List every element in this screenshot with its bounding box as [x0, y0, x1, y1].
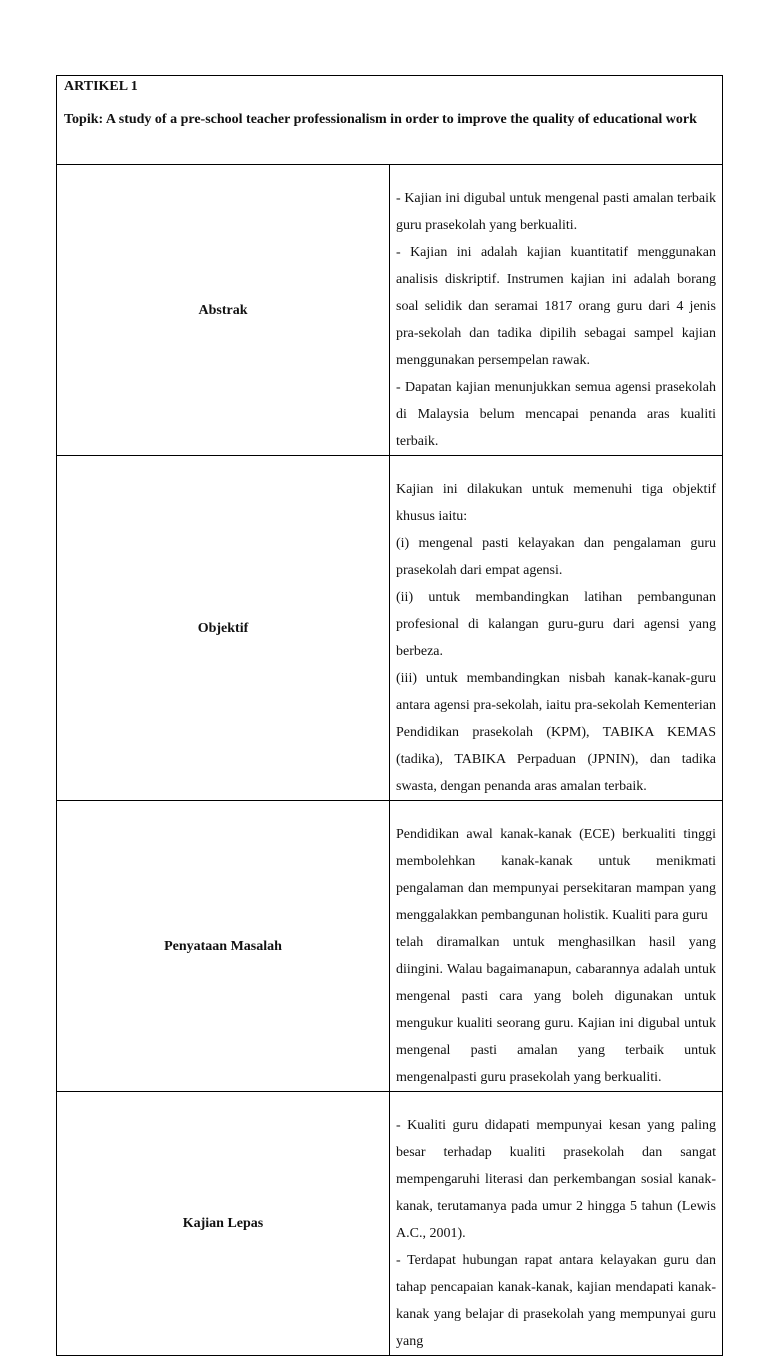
paragraph: - Kajian ini digubal untuk mengenal pasti amalan terbaik guru prasekolah yang berkualiti.: [396, 191, 716, 233]
row-content-objektif: [390, 456, 723, 801]
paragraph: - Kualiti guru didapati mempunyai kesan yang paling besar terhadap kualiti prasekolah dan sangat mempengaruhi literasi dan perkembangan sosial kanak-kanak, terutamanya pada umur 2 hingga 5 tahun (Lewis A.C., 2001).: [396, 1118, 716, 1241]
row-content-kajian-lepas: [390, 1092, 723, 1356]
row-label-objektif: Objektif: [57, 456, 390, 801]
table-row: [57, 1092, 723, 1356]
row-label-abstrak: Abstrak: [57, 165, 390, 456]
header-cell: [57, 76, 723, 165]
paragraph: - Terdapat hubungan rapat antara kelayakan guru dan tahap pencapaian kanak-kanak, kajian mendapati kanak-kanak yang belajar di prasekolah yang mempunyai guru yang: [396, 1253, 716, 1349]
paragraph: (ii) untuk membandingkan latihan pembangunan profesional di kalangan guru-guru dari agensi yang berbeza.: [396, 590, 716, 659]
paragraph: - Dapatan kajian menunjukkan semua agensi prasekolah di Malaysia belum mencapai penanda aras kualiti terbaik.: [396, 380, 716, 449]
article-topic: Topik: A study of a pre-school teacher professionalism in order to improve the quality of educational work: [64, 112, 697, 127]
row-content-penyataan-masalah: [390, 801, 723, 1092]
row-content-abstrak: [390, 165, 723, 456]
paragraph: Kajian ini dilakukan untuk memenuhi tiga objektif khusus iaitu:: [396, 482, 716, 524]
paragraph: (iii) untuk membandingkan nisbah kanak-kanak-guru antara agensi pra-sekolah, iaitu pra-sekolah Kementerian Pendidikan prasekolah (KPM), TABIKA KEMAS (tadika), TABIKA Perpaduan (JPNIN), dan tadika swasta, dengan penanda aras amalan terbaik.: [396, 671, 716, 794]
paragraph: - Kajian ini adalah kajian kuantitatif menggunakan analisis diskriptif. Instrumen kajian ini adalah borang soal selidik dan seramai 1817 orang guru dari 4 jenis pra-sekolah dan tadika dipilih sebagai sampel kajian menggunakan persempelan rawak.: [396, 245, 716, 368]
paragraph: Pendidikan awal kanak-kanak (ECE) berkualiti tinggi membolehkan kanak-kanak untuk menikmati pengalaman dan mempunyai persekitaran mampan yang menggalakkan pembangunan holistik. Kualiti para guru: [396, 827, 716, 923]
row-label-penyataan-masalah: Penyataan Masalah: [57, 801, 390, 1092]
table-row: [57, 456, 723, 801]
article-table: [56, 75, 723, 1356]
header-row: [57, 76, 723, 165]
paragraph: telah diramalkan untuk menghasilkan hasil yang diingini. Walau bagaimanapun, cabarannya adalah untuk mengenal pasti cara yang boleh digunakan untuk mengukur kualiti seorang guru. Kajian ini digubal untuk mengenal pasti amalan yang terbaik untuk mengenalpasti guru prasekolah yang berkualiti.: [396, 935, 716, 1085]
paragraph: (i) mengenal pasti kelayakan dan pengalaman guru prasekolah dari empat agensi.: [396, 536, 716, 578]
row-label-kajian-lepas: Kajian Lepas: [57, 1092, 390, 1356]
table-row: [57, 165, 723, 456]
article-title: ARTIKEL 1: [64, 79, 138, 94]
table-row: [57, 801, 723, 1092]
